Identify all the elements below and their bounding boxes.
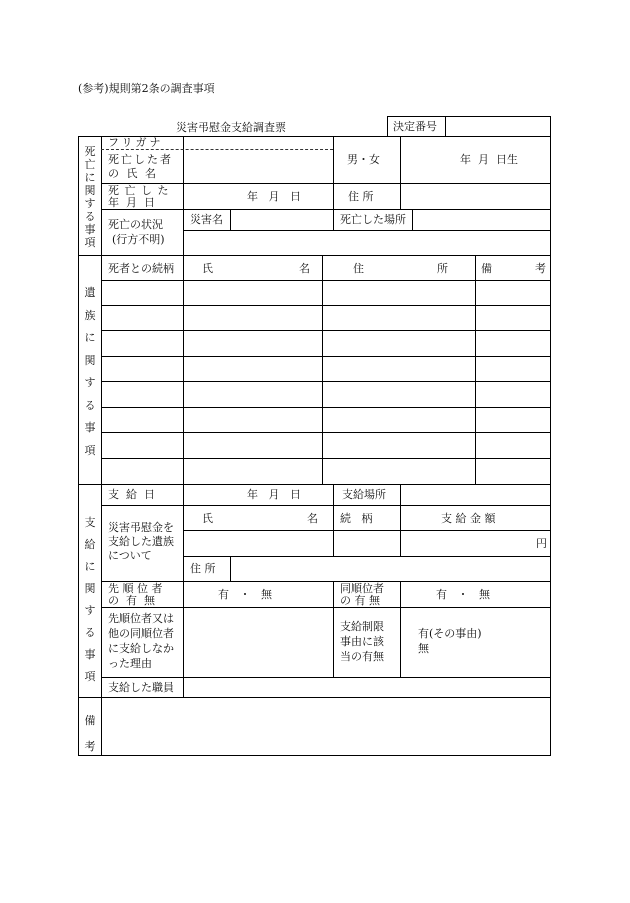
recipient-label-3: について (108, 549, 152, 562)
disaster-name-label: 災害名 (190, 213, 223, 226)
restriction-option-no[interactable]: 無 (418, 642, 429, 655)
pay-date-field[interactable]: 年 月 日 (247, 488, 301, 501)
death-place-field[interactable] (413, 210, 550, 229)
restriction-option-yes[interactable]: 有(その事由) (418, 627, 482, 640)
birth-date-field[interactable]: 年 月 日生 (460, 153, 518, 166)
decision-number-field[interactable] (446, 117, 550, 136)
deceased-address-label: 住 所 (348, 190, 374, 203)
recipient-name-header-2: 名 (307, 512, 318, 525)
decision-number-label: 決定番号 (393, 120, 437, 133)
death-date-field[interactable]: 年 月 日 (247, 190, 301, 203)
recipient-relation-field[interactable] (334, 531, 399, 555)
recipient-name-header-1: 氏 (202, 512, 213, 525)
recipient-label-1: 災害弔慰金を (108, 521, 174, 534)
col-relation-header: 死者との続柄 (108, 262, 174, 275)
col-address-header-2: 所 (437, 262, 448, 275)
deceased-name-label-2: の 氏 名 (108, 167, 158, 180)
remarks-field[interactable] (102, 698, 550, 755)
section-death-label: 死亡に関する事項 (84, 145, 96, 249)
death-situation-label-1: 死亡の状況 (108, 218, 163, 231)
prior-rank-label-1: 先 順 位 者 (108, 582, 163, 595)
col-name-header-1: 氏 (202, 262, 213, 275)
death-situation-label-2: (行方不明) (112, 233, 165, 246)
section-bereaved-label: 遺族に関する事項 (84, 286, 96, 457)
reason-field[interactable] (184, 608, 332, 676)
death-date-label-1: 死 亡 し た (108, 184, 170, 197)
form-title: 災害弔慰金支給調査票 (176, 121, 286, 134)
deceased-address-field[interactable] (401, 184, 550, 208)
disaster-name-field[interactable] (231, 210, 332, 229)
remarks-label: 備考 (84, 714, 96, 753)
same-rank-yes-no[interactable]: 有 ・ 無 (436, 588, 490, 601)
deceased-name-field[interactable] (184, 150, 332, 182)
recipient-address-field[interactable] (231, 557, 550, 580)
furigana-label: フリガナ (108, 136, 164, 149)
restriction-label-2: 事由に該 (340, 635, 384, 648)
restriction-label-3: 当の有無 (340, 650, 384, 663)
recipient-label-2: 支給した遺族 (108, 535, 174, 548)
col-notes-header-2: 考 (535, 262, 546, 275)
furigana-field[interactable] (184, 137, 332, 148)
deceased-name-label-1: 死亡した者 (108, 153, 173, 166)
reason-label-4: った理由 (108, 657, 152, 670)
reason-label-2: 他の同順位者 (108, 627, 174, 640)
reason-label-1: 先順位者又は (108, 612, 174, 625)
death-place-label: 死亡した場所 (340, 213, 406, 226)
pay-place-label: 支給場所 (342, 488, 386, 501)
page-heading: (参考)規則第2条の調査事項 (78, 82, 215, 95)
amount-field[interactable] (401, 531, 536, 555)
recipient-name-field[interactable] (184, 531, 332, 555)
reason-label-3: に支給しなか (108, 642, 174, 655)
death-situation-field[interactable] (184, 231, 550, 254)
recipient-address-label: 住 所 (190, 562, 216, 575)
staff-field[interactable] (184, 678, 550, 696)
col-notes-header-1: 備 (481, 262, 492, 275)
amount-header: 支 給 金 額 (441, 512, 496, 525)
section-payment-label: 支給に関する事項 (84, 516, 96, 683)
yen-unit: 円 (536, 537, 547, 550)
recipient-relation-header: 続 柄 (340, 512, 373, 525)
pay-date-label: 支 給 日 (108, 488, 155, 501)
restriction-label-1: 支給制限 (340, 620, 384, 633)
prior-rank-yes-no[interactable]: 有 ・ 無 (218, 588, 272, 601)
prior-rank-label-2: の 有 無 (108, 594, 155, 607)
gender-selector[interactable]: 男・女 (347, 153, 380, 166)
staff-label: 支給した職員 (108, 681, 174, 694)
same-rank-label-2: の 有 無 (340, 594, 380, 607)
col-address-header-1: 住 (353, 262, 364, 275)
col-name-header-2: 名 (299, 262, 310, 275)
death-date-label-2: 年 月 日 (108, 196, 155, 209)
same-rank-label-1: 同順位者 (340, 582, 384, 595)
pay-place-field[interactable] (401, 485, 550, 504)
